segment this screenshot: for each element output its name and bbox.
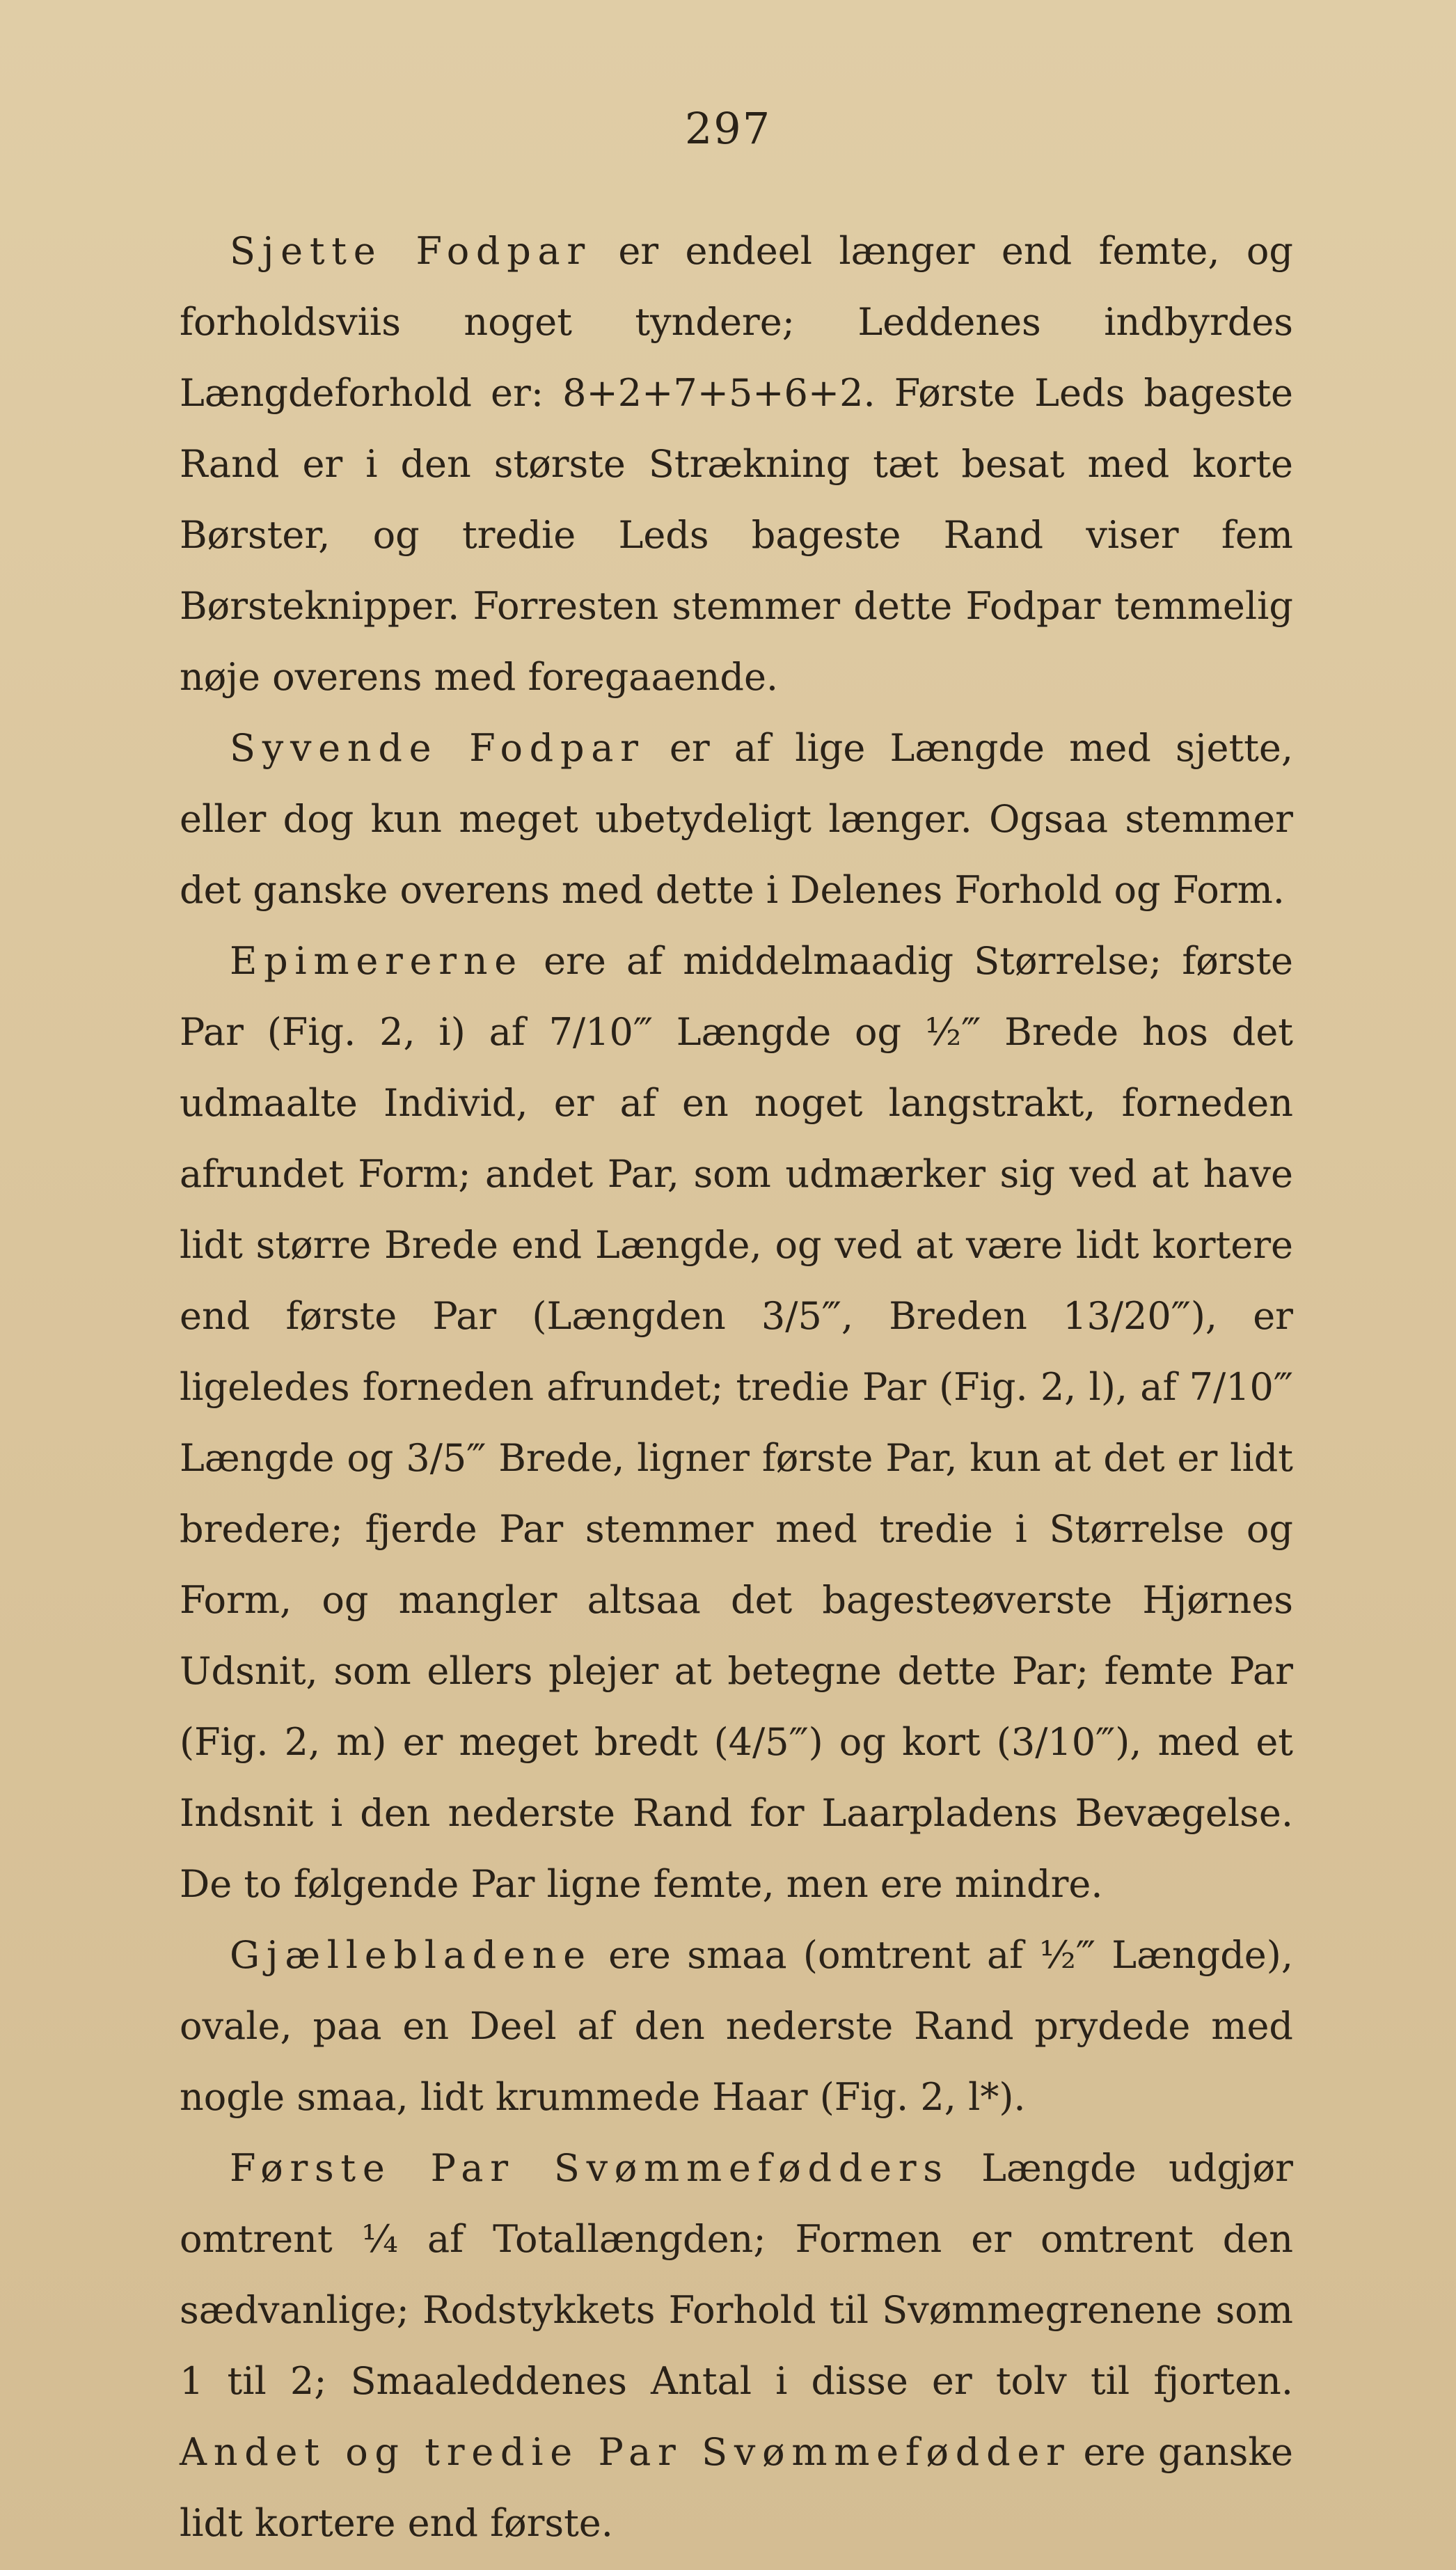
paragraph-lead: Gjællebladene: [230, 1933, 592, 1977]
paragraph-lead-inline: Andet og tredie Par Svømmefødder: [180, 2430, 1071, 2474]
paragraph-sjette-fodpar: [180, 216, 1293, 713]
page-number: 297: [684, 103, 772, 154]
paragraph-lead: Første Par Svømmefødders: [230, 2146, 949, 2190]
paragraph-body: Længde udgjør omtrent ¼ af Totallængden; Formen er omtrent den sædvanlige; Rodstykkets Forhold til Svømmegrenene som 1 til 2; Smaaleddenes Antal i disse er tolv til fjorten.: [180, 2146, 1293, 2403]
paragraph-gjaelleblade: [180, 1920, 1293, 2133]
paragraph-epimererne: [180, 926, 1293, 1920]
paragraph-lead: Syvende Fodpar: [230, 726, 645, 770]
paragraph-lead: Epimererne: [230, 939, 523, 983]
paragraph-body: ere ganske lidt kortere end første.: [180, 2430, 1293, 2545]
paragraph-body: er endeel længer end femte, og forholdsviis noget tyndere; Leddenes indbyrdes Længdeforhold er: 8+2+7+5+6+2. Første Leds bageste Rand er i den største Strækning tæt besat med korte Børster, og tredie Leds bageste Rand viser fem Børsteknipper. Forresten stemmer dette Fodpar temmelig nøje overens med foregaaende.: [180, 229, 1293, 699]
body-text: [180, 216, 1293, 2559]
paragraph-lead: Sjette Fodpar: [230, 229, 592, 273]
paragraph-svommefodder: [180, 2133, 1293, 2559]
paragraph-syvende-fodpar: [180, 713, 1293, 926]
paragraph-body: ere af middelmaadig Størrelse; første Par (Fig. 2, i) af 7/10‴ Længde og ½‴ Brede hos det udmaalte Individ, er af en noget langstrakt, forneden afrundet Form; andet Par, som udmærker sig ved at have lidt større Brede end Længde, og ved at være lidt kortere end første Par (Længden 3/5‴, Breden 13/20‴), er ligeledes forneden afrundet; tredie Par (Fig. 2, l), af 7/10‴ Længde og 3/5‴ Brede, ligner første Par, kun at det er lidt bredere; fjerde Par stemmer med tredie i Størrelse og Form, og mangler altsaa det bagesteøverste Hjørnes Udsnit, som ellers plejer at betegne dette Par; femte Par (Fig. 2, m) er meget bredt (4/5‴) og kort (3/10‴), med et Indsnit i den nederste Rand for Laarpladens Bevægelse. De to følgende Par ligne femte, men ere mindre.: [180, 939, 1293, 1906]
paragraph-body: ere smaa (omtrent af ½‴ Længde), ovale, paa en Deel af den nederste Rand prydede med nogle smaa, lidt krummede Haar (Fig. 2, l*).: [180, 1933, 1293, 2119]
paragraph-body: er af lige Længde med sjette, eller dog kun meget ubetydeligt længer. Ogsaa stemmer det ganske overens med dette i Delenes Forhold og Form.: [180, 726, 1293, 912]
